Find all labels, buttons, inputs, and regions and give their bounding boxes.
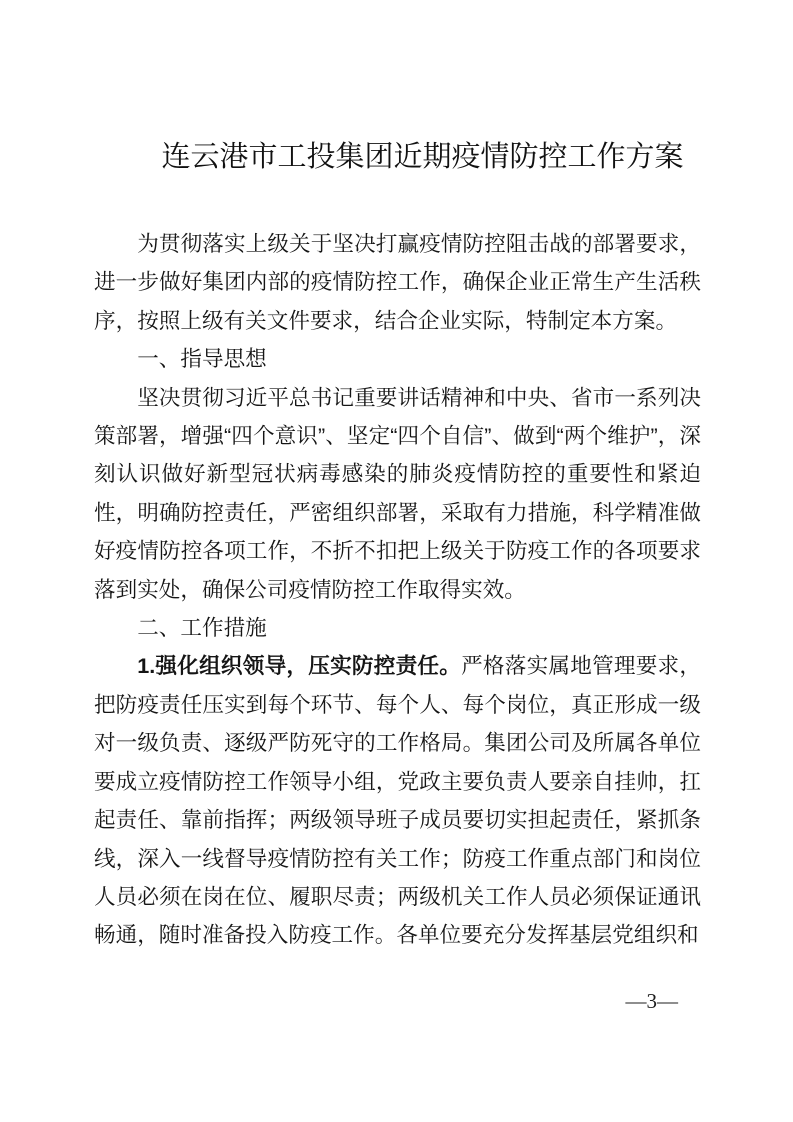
document-body [94, 225, 701, 955]
work-measure-1-lead: 1.强化组织领导，压实防控责任。 [137, 653, 462, 679]
paragraph-work-measure-1 [94, 647, 701, 954]
work-measure-1-text: 严格落实属地管理要求，把防疫责任压实到每个环节、每个人、每个岗位，真正形成一级对一级负责、逐级严防死守的工作格局。集团公司及所属各单位要成立疫情防控工作领导小组，党政主要负责人要亲自挂帅，扛起责任、靠前指挥；两级领导班子成员要切实担起责任，紧抓条线，深入一线督导疫情防控有关工作；防疫工作重点部门和岗位人员必须在岗在位、履职尽责；两级机关工作人员必须保证通讯畅通，随时准备投入防疫工作。各单位要充分发挥基层党组织和 [94, 653, 701, 948]
page-number: —3— [625, 989, 678, 1013]
paragraph-intro: 为贯彻落实上级关于坚决打赢疫情防控阻击战的部署要求，进一步做好集团内部的疫情防控工作，确保企业正常生产生活秩序，按照上级有关文件要求，结合企业实际，特制定本方案。 [94, 231, 701, 333]
document-title: 连云港市工投集团近期疫情防控工作方案 [161, 141, 684, 173]
paragraph-guiding-ideology: 坚决贯彻习近平总书记重要讲话精神和中央、省市一系列决策部署，增强“四个意识”、坚定“四个自信”、做到“两个维护”，深刻认识做好新型冠状病毒感染的肺炎疫情防控的重要性和紧迫性，明确防控责任，严密组织部署，采取有力措施，科学精准做好疫情防控各项工作，不折不扣把上级关于防疫工作的各项要求落到实处，确保公司疫情防控工作取得实效。 [94, 384, 701, 602]
heading-guiding-ideology: 一、指导思想 [137, 346, 267, 372]
heading-work-measures: 二、工作措施 [137, 615, 267, 641]
